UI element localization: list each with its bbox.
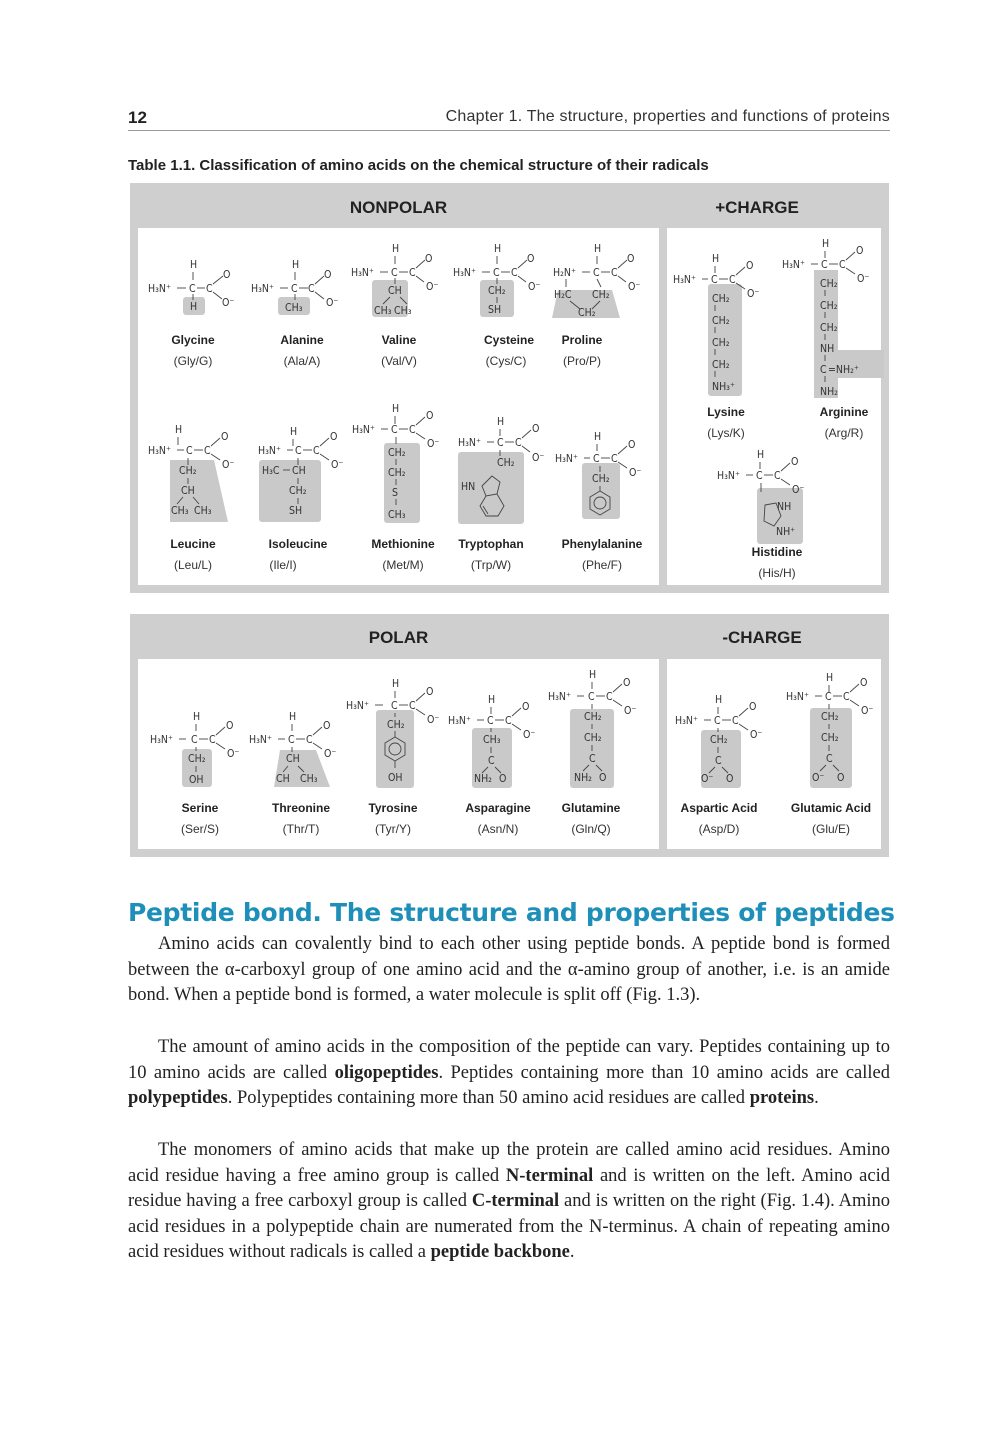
svg-text:CH₂: CH₂: [188, 753, 206, 765]
svg-text:C: C: [820, 364, 827, 376]
asparagine-structure: [448, 694, 535, 788]
svg-text:O⁻: O⁻: [331, 459, 344, 471]
svg-text:C: C: [209, 734, 216, 746]
svg-text:C: C: [839, 259, 846, 271]
aa-abbr-threonine: (Thr/T): [282, 822, 320, 836]
svg-text:CH₃: CH₃: [194, 505, 212, 517]
term-proteins: proteins: [749, 1088, 815, 1109]
svg-text:CH₂: CH₂: [820, 300, 838, 312]
svg-text:H: H: [594, 431, 602, 443]
leucine-structure: [148, 424, 234, 522]
svg-text:CH: CH: [181, 485, 195, 497]
svg-text:H₃N⁺: H₃N⁺: [673, 274, 696, 286]
aa-name-glutamic-acid: Glutamic Acid: [790, 801, 872, 815]
svg-text:H₃N⁺: H₃N⁺: [249, 734, 272, 746]
histidine-structure: [717, 449, 804, 544]
svg-text:C: C: [843, 691, 850, 703]
svg-text:CH₂: CH₂: [710, 734, 728, 746]
term-n-terminal: N-terminal: [505, 1165, 594, 1186]
svg-text:NH₃⁺: NH₃⁺: [712, 381, 735, 393]
aa-name-asparagine: Asparagine: [465, 801, 531, 815]
svg-text:C: C: [515, 437, 522, 449]
aa-name-arginine: Arginine: [819, 405, 869, 419]
aa-name-alanine: Alanine: [280, 333, 324, 347]
svg-text:C: C: [611, 267, 618, 279]
aa-name-glycine: Glycine: [171, 333, 215, 347]
aa-name-lysine: Lysine: [707, 405, 745, 419]
svg-text:H: H: [175, 424, 183, 436]
svg-text:C: C: [497, 437, 504, 449]
svg-text:CH₂: CH₂: [497, 457, 515, 469]
svg-text:C: C: [204, 445, 211, 457]
svg-text:O⁻: O⁻: [532, 452, 545, 464]
aa-abbr-valine: (Val/V): [381, 354, 417, 368]
svg-text:H₂N⁺: H₂N⁺: [553, 267, 576, 279]
svg-text:CH₂: CH₂: [584, 711, 602, 723]
svg-text:C: C: [488, 755, 495, 767]
aa-abbr-lysine: (Lys/K): [707, 426, 745, 440]
svg-text:CH₃: CH₃: [483, 734, 501, 746]
aa-name-phenylalanine: Phenylalanine: [561, 537, 643, 551]
svg-text:O: O: [324, 269, 332, 281]
svg-text:CH₃: CH₃: [374, 305, 392, 317]
svg-text:H₃N⁺: H₃N⁺: [148, 283, 171, 295]
svg-text:H: H: [497, 416, 505, 428]
aa-abbr-aspartic-acid: (Asp/D): [698, 822, 740, 836]
svg-text:O⁻: O⁻: [427, 438, 440, 450]
paragraph-2-text-e: . Polypeptides containing more than 50 amino acid residues are called: [227, 1088, 750, 1109]
glutamine-structure: [548, 669, 636, 788]
svg-text:CH₃: CH₃: [388, 509, 406, 521]
svg-text:C: C: [729, 274, 736, 286]
svg-text:H: H: [757, 449, 765, 461]
svg-text:H: H: [392, 678, 400, 690]
svg-text:H: H: [292, 259, 300, 271]
paragraph-1-text: Amino acids can covalently bind to each other using peptide bonds. A peptide bond is formed between the α-carboxyl group of one amino acid and the α-amino group of another, i.e. is an amide bond. When a peptide bond is formed, a water molecule is split off (Fig. 1.3).: [128, 934, 890, 1006]
svg-text:C: C: [391, 700, 398, 712]
svg-text:H₃N⁺: H₃N⁺: [346, 700, 369, 712]
aa-name-aspartic-acid: Aspartic Acid: [680, 801, 758, 815]
svg-text:CH: CH: [276, 773, 290, 785]
svg-text:H: H: [193, 711, 201, 723]
svg-text:O: O: [628, 439, 636, 451]
svg-text:O⁻: O⁻: [747, 288, 760, 300]
svg-text:C: C: [295, 445, 302, 457]
svg-text:H: H: [494, 243, 502, 255]
aa-name-histidine: Histidine: [751, 545, 803, 559]
aa-name-threonine: Threonine: [271, 801, 331, 815]
svg-text:H₃C: H₃C: [262, 465, 280, 477]
svg-text:H₃N⁺: H₃N⁺: [258, 445, 281, 457]
svg-text:CH₃: CH₃: [394, 305, 412, 317]
svg-text:H: H: [392, 403, 400, 415]
aa-abbr-tyrosine: (Tyr/Y): [375, 822, 411, 836]
cysteine-structure: [453, 243, 540, 317]
svg-text:CH₂: CH₂: [387, 719, 405, 731]
svg-text:CH: CH: [388, 285, 402, 297]
svg-text:O: O: [856, 245, 864, 257]
svg-text:C: C: [391, 424, 398, 436]
glycine-structure: [148, 259, 234, 315]
svg-text:NH₂: NH₂: [474, 773, 492, 785]
svg-text:O: O: [791, 456, 799, 468]
svg-text:H₃N⁺: H₃N⁺: [150, 734, 173, 746]
nonpolar-title: NONPOLAR: [349, 198, 448, 217]
aa-abbr-glutamine: (Gln/Q): [571, 822, 611, 836]
aa-abbr-alanine: (Ala/A): [283, 354, 321, 368]
svg-text:C: C: [186, 445, 193, 457]
aa-name-glutamine: Glutamine: [561, 801, 621, 815]
svg-text:CH₂: CH₂: [820, 322, 838, 334]
svg-text:OH: OH: [388, 772, 403, 784]
svg-text:NH: NH: [777, 501, 792, 513]
paragraph-1: [128, 932, 890, 1009]
svg-text:C: C: [308, 283, 315, 295]
term-oligopeptides: oligopeptides: [334, 1062, 439, 1083]
paragraph-3-text-e: and is written on the right (Fig. 1.4). Amino acid residues in a polypeptide chain are numerated from the N-terminus. A chain of repeating amino acid residues without radicals is called a: [128, 1191, 890, 1263]
svg-text:O⁻: O⁻: [523, 729, 536, 741]
negative-charge-title: -CHARGE: [722, 628, 802, 647]
svg-text:O: O: [532, 423, 540, 435]
term-polypeptides: polypeptides: [128, 1088, 228, 1109]
svg-text:H: H: [190, 301, 198, 313]
aa-name-tryptophan: Tryptophan: [458, 537, 524, 551]
svg-text:C: C: [732, 715, 739, 727]
aa-name-leucine: Leucine: [170, 537, 216, 551]
aa-name-serine: Serine: [181, 801, 219, 815]
aa-abbr-cysteine: (Cys/C): [485, 354, 527, 368]
svg-text:C: C: [391, 267, 398, 279]
svg-text:C: C: [409, 267, 416, 279]
svg-text:S: S: [392, 487, 398, 499]
svg-text:O: O: [522, 701, 530, 713]
svg-text:O⁻: O⁻: [426, 281, 439, 293]
svg-text:C: C: [714, 715, 721, 727]
svg-text:H₃N⁺: H₃N⁺: [717, 470, 740, 482]
svg-text:O⁻: O⁻: [528, 281, 541, 293]
polar-title: POLAR: [368, 628, 429, 647]
svg-text:O⁻: O⁻: [227, 748, 240, 760]
paragraph-3-text-a: The monomers of amino acids that make up the protein are called amino acid residues. Amino acid residue having a free amino group is called: [128, 1140, 890, 1186]
tyrosine-structure: [346, 678, 439, 788]
svg-text:CH₂: CH₂: [712, 315, 730, 327]
aa-name-methionine: Methionine: [371, 537, 435, 551]
svg-text:C: C: [606, 691, 613, 703]
svg-text:HN: HN: [461, 481, 476, 493]
serine-structure: [150, 711, 239, 787]
svg-text:O⁻: O⁻: [629, 467, 642, 479]
chapter-title: Chapter 1. The structure, properties and functions of proteins: [445, 108, 890, 125]
svg-text:SH: SH: [488, 304, 502, 316]
svg-text:CH₃: CH₃: [171, 505, 189, 517]
svg-text:H₂C: H₂C: [554, 289, 572, 301]
svg-text:O: O: [627, 253, 635, 265]
paragraph-2-text-g: .: [814, 1088, 819, 1109]
svg-text:C: C: [774, 470, 781, 482]
paragraph-2-text-c: . Peptides containing more than 10 amino acids are called: [438, 1062, 890, 1083]
svg-text:O: O: [425, 253, 433, 265]
paragraph-3-text-g: .: [569, 1242, 575, 1263]
svg-text:C: C: [291, 283, 298, 295]
svg-text:C: C: [206, 283, 213, 295]
svg-text:CH₂: CH₂: [820, 278, 838, 290]
svg-text:O⁻: O⁻: [427, 714, 440, 726]
page-number: 12: [128, 108, 147, 127]
svg-text:C: C: [715, 755, 722, 767]
methionine-structure: [352, 403, 439, 523]
svg-text:O⁻: O⁻: [792, 484, 805, 496]
svg-text:O⁻: O⁻: [701, 773, 714, 785]
svg-text:CH₂: CH₂: [488, 285, 506, 297]
svg-text:H₃N⁺: H₃N⁺: [453, 267, 476, 279]
svg-text:O: O: [499, 773, 507, 785]
svg-text:C: C: [313, 445, 320, 457]
svg-text:O⁻: O⁻: [326, 297, 339, 309]
svg-text:H₃N⁺: H₃N⁺: [458, 437, 481, 449]
aa-name-cysteine: Cysteine: [483, 333, 535, 347]
svg-text:H: H: [715, 694, 723, 706]
aa-abbr-tryptophan: (Trp/W): [470, 558, 512, 572]
aa-abbr-arginine: (Arg/R): [824, 426, 864, 440]
phenylalanine-structure: [555, 431, 641, 519]
svg-text:O: O: [746, 260, 754, 272]
aa-abbr-phenylalanine: (Phe/F): [581, 558, 623, 572]
svg-text:C: C: [588, 691, 595, 703]
aa-abbr-isoleucine: (Ile/I): [269, 558, 297, 572]
svg-text:O: O: [426, 410, 434, 422]
paragraph-2: [128, 1035, 890, 1112]
svg-text:O: O: [426, 686, 434, 698]
svg-text:O: O: [860, 677, 868, 689]
svg-text:CH₃: CH₃: [285, 302, 303, 314]
svg-text:H: H: [712, 253, 720, 265]
svg-text:C: C: [511, 267, 518, 279]
svg-text:C: C: [189, 283, 196, 295]
svg-text:C: C: [505, 715, 512, 727]
svg-text:CH: CH: [292, 465, 306, 477]
svg-text:C: C: [409, 700, 416, 712]
svg-text:O⁻: O⁻: [222, 297, 235, 309]
svg-text:C: C: [711, 274, 718, 286]
tryptophan-structure: [458, 416, 544, 524]
svg-text:O: O: [749, 701, 757, 713]
svg-text:C: C: [409, 424, 416, 436]
svg-text:O: O: [623, 677, 631, 689]
svg-text:C: C: [191, 734, 198, 746]
svg-text:CH₂: CH₂: [584, 732, 602, 744]
svg-text:CH₂: CH₂: [289, 485, 307, 497]
aa-name-isoleucine: Isoleucine: [268, 537, 328, 551]
section-heading: Peptide bond. The structure and properties of peptides: [128, 898, 895, 927]
paragraph-3: [128, 1138, 890, 1266]
svg-text:O: O: [330, 431, 338, 443]
svg-text:H₃N⁺: H₃N⁺: [352, 424, 375, 436]
svg-text:H₃N⁺: H₃N⁺: [548, 691, 571, 703]
svg-text:H: H: [289, 711, 297, 723]
threonine-structure: [249, 711, 336, 787]
svg-text:CH₂: CH₂: [712, 337, 730, 349]
svg-text:O⁻: O⁻: [624, 705, 637, 717]
table-caption: Table 1.1. Classification of amino acids on the chemical structure of their radicals: [128, 157, 709, 174]
svg-text:C: C: [821, 259, 828, 271]
lysine-structure: [673, 253, 759, 396]
arginine-structure: [782, 238, 884, 398]
aa-abbr-histidine: (His/H): [758, 566, 796, 580]
svg-text:CH: CH: [286, 753, 300, 765]
svg-text:NH⁺: NH⁺: [776, 526, 796, 538]
svg-text:H₃N⁺: H₃N⁺: [351, 267, 374, 279]
svg-text:H: H: [826, 672, 834, 684]
svg-text:H: H: [290, 426, 298, 438]
svg-text:O: O: [223, 269, 231, 281]
svg-text:CH₂: CH₂: [592, 289, 610, 301]
svg-text:H: H: [488, 694, 496, 706]
proline-structure: [552, 243, 640, 319]
svg-text:O: O: [599, 772, 607, 784]
alanine-structure: [251, 259, 338, 315]
svg-text:OH: OH: [189, 774, 204, 786]
aa-name-tyrosine: Tyrosine: [368, 801, 418, 815]
svg-text:O: O: [527, 253, 535, 265]
aa-abbr-glycine: (Gly/G): [173, 354, 213, 368]
svg-text:O⁻: O⁻: [861, 705, 874, 717]
svg-text:CH₂: CH₂: [712, 359, 730, 371]
aspartic-acid-structure: [675, 694, 762, 788]
svg-text:C: C: [487, 715, 494, 727]
svg-text:C: C: [756, 470, 763, 482]
svg-text:H: H: [392, 243, 400, 255]
svg-text:H₃N⁺: H₃N⁺: [448, 715, 471, 727]
svg-text:H: H: [594, 243, 602, 255]
glutamic-acid-structure: [786, 672, 873, 788]
svg-text:CH₂: CH₂: [821, 732, 839, 744]
aa-abbr-asparagine: (Asn/N): [477, 822, 519, 836]
svg-text:C: C: [493, 267, 500, 279]
svg-text:C: C: [611, 453, 618, 465]
svg-text:H₃N⁺: H₃N⁺: [675, 715, 698, 727]
svg-text:O: O: [837, 772, 845, 784]
svg-text:O: O: [726, 773, 734, 785]
svg-text:NH: NH: [820, 343, 835, 355]
svg-text:H₃N⁺: H₃N⁺: [148, 445, 171, 457]
isoleucine-structure: [258, 426, 343, 522]
svg-text:CH₂: CH₂: [578, 307, 596, 319]
term-peptide-backbone: peptide backbone: [430, 1242, 570, 1263]
svg-text:C: C: [593, 267, 600, 279]
svg-text:C: C: [306, 734, 313, 746]
svg-text:O⁻: O⁻: [750, 729, 763, 741]
svg-text:CH₃: CH₃: [300, 773, 318, 785]
svg-text:SH: SH: [289, 505, 303, 517]
svg-text:NH₂: NH₂: [820, 386, 838, 398]
aa-name-valine: Valine: [381, 333, 417, 347]
aa-name-proline: Proline: [561, 333, 603, 347]
svg-text:H₃N⁺: H₃N⁺: [555, 453, 578, 465]
svg-text:O: O: [221, 431, 229, 443]
svg-text:=NH₂⁺: =NH₂⁺: [828, 364, 859, 376]
svg-text:CH₂: CH₂: [179, 465, 197, 477]
svg-text:CH₂: CH₂: [592, 473, 610, 485]
svg-text:C: C: [589, 753, 596, 765]
svg-text:H: H: [589, 669, 597, 681]
valine-structure: [351, 243, 438, 317]
svg-text:O⁻: O⁻: [857, 273, 870, 285]
term-c-terminal: C-terminal: [471, 1191, 560, 1212]
svg-text:H: H: [822, 238, 830, 250]
svg-text:CH₂: CH₂: [821, 711, 839, 723]
svg-text:CH₂: CH₂: [388, 467, 406, 479]
aa-abbr-glutamic-acid: (Glu/E): [811, 822, 851, 836]
svg-text:H₃N⁺: H₃N⁺: [786, 691, 809, 703]
svg-text:H₃N⁺: H₃N⁺: [251, 283, 274, 295]
svg-text:C: C: [825, 691, 832, 703]
svg-text:H: H: [190, 259, 198, 271]
svg-text:O⁻: O⁻: [222, 459, 235, 471]
svg-text:O⁻: O⁻: [812, 772, 825, 784]
svg-text:O: O: [226, 720, 234, 732]
svg-text:CH₂: CH₂: [712, 293, 730, 305]
svg-text:C: C: [288, 734, 295, 746]
paragraph-3-text-c: and is written on the left. Amino acid residue having a free carboxyl group is called: [128, 1165, 890, 1212]
aa-abbr-proline: (Pro/P): [562, 354, 602, 368]
paragraph-2-text-a: The amount of amino acids in the composition of the peptide can vary. Peptides containing up to 10 amino acids are called: [128, 1037, 890, 1083]
aa-abbr-methionine: (Met/M): [382, 558, 424, 572]
svg-text:O⁻: O⁻: [628, 281, 641, 293]
svg-text:H₃N⁺: H₃N⁺: [782, 259, 805, 271]
aa-abbr-leucine: (Leu/L): [173, 558, 213, 572]
svg-text:CH₂: CH₂: [388, 447, 406, 459]
aa-abbr-serine: (Ser/S): [180, 822, 220, 836]
positive-charge-title: +CHARGE: [715, 198, 799, 217]
svg-text:C: C: [593, 453, 600, 465]
svg-text:O⁻: O⁻: [324, 748, 337, 760]
svg-text:NH₂: NH₂: [574, 772, 592, 784]
svg-text:O: O: [323, 720, 331, 732]
svg-text:C: C: [826, 753, 833, 765]
